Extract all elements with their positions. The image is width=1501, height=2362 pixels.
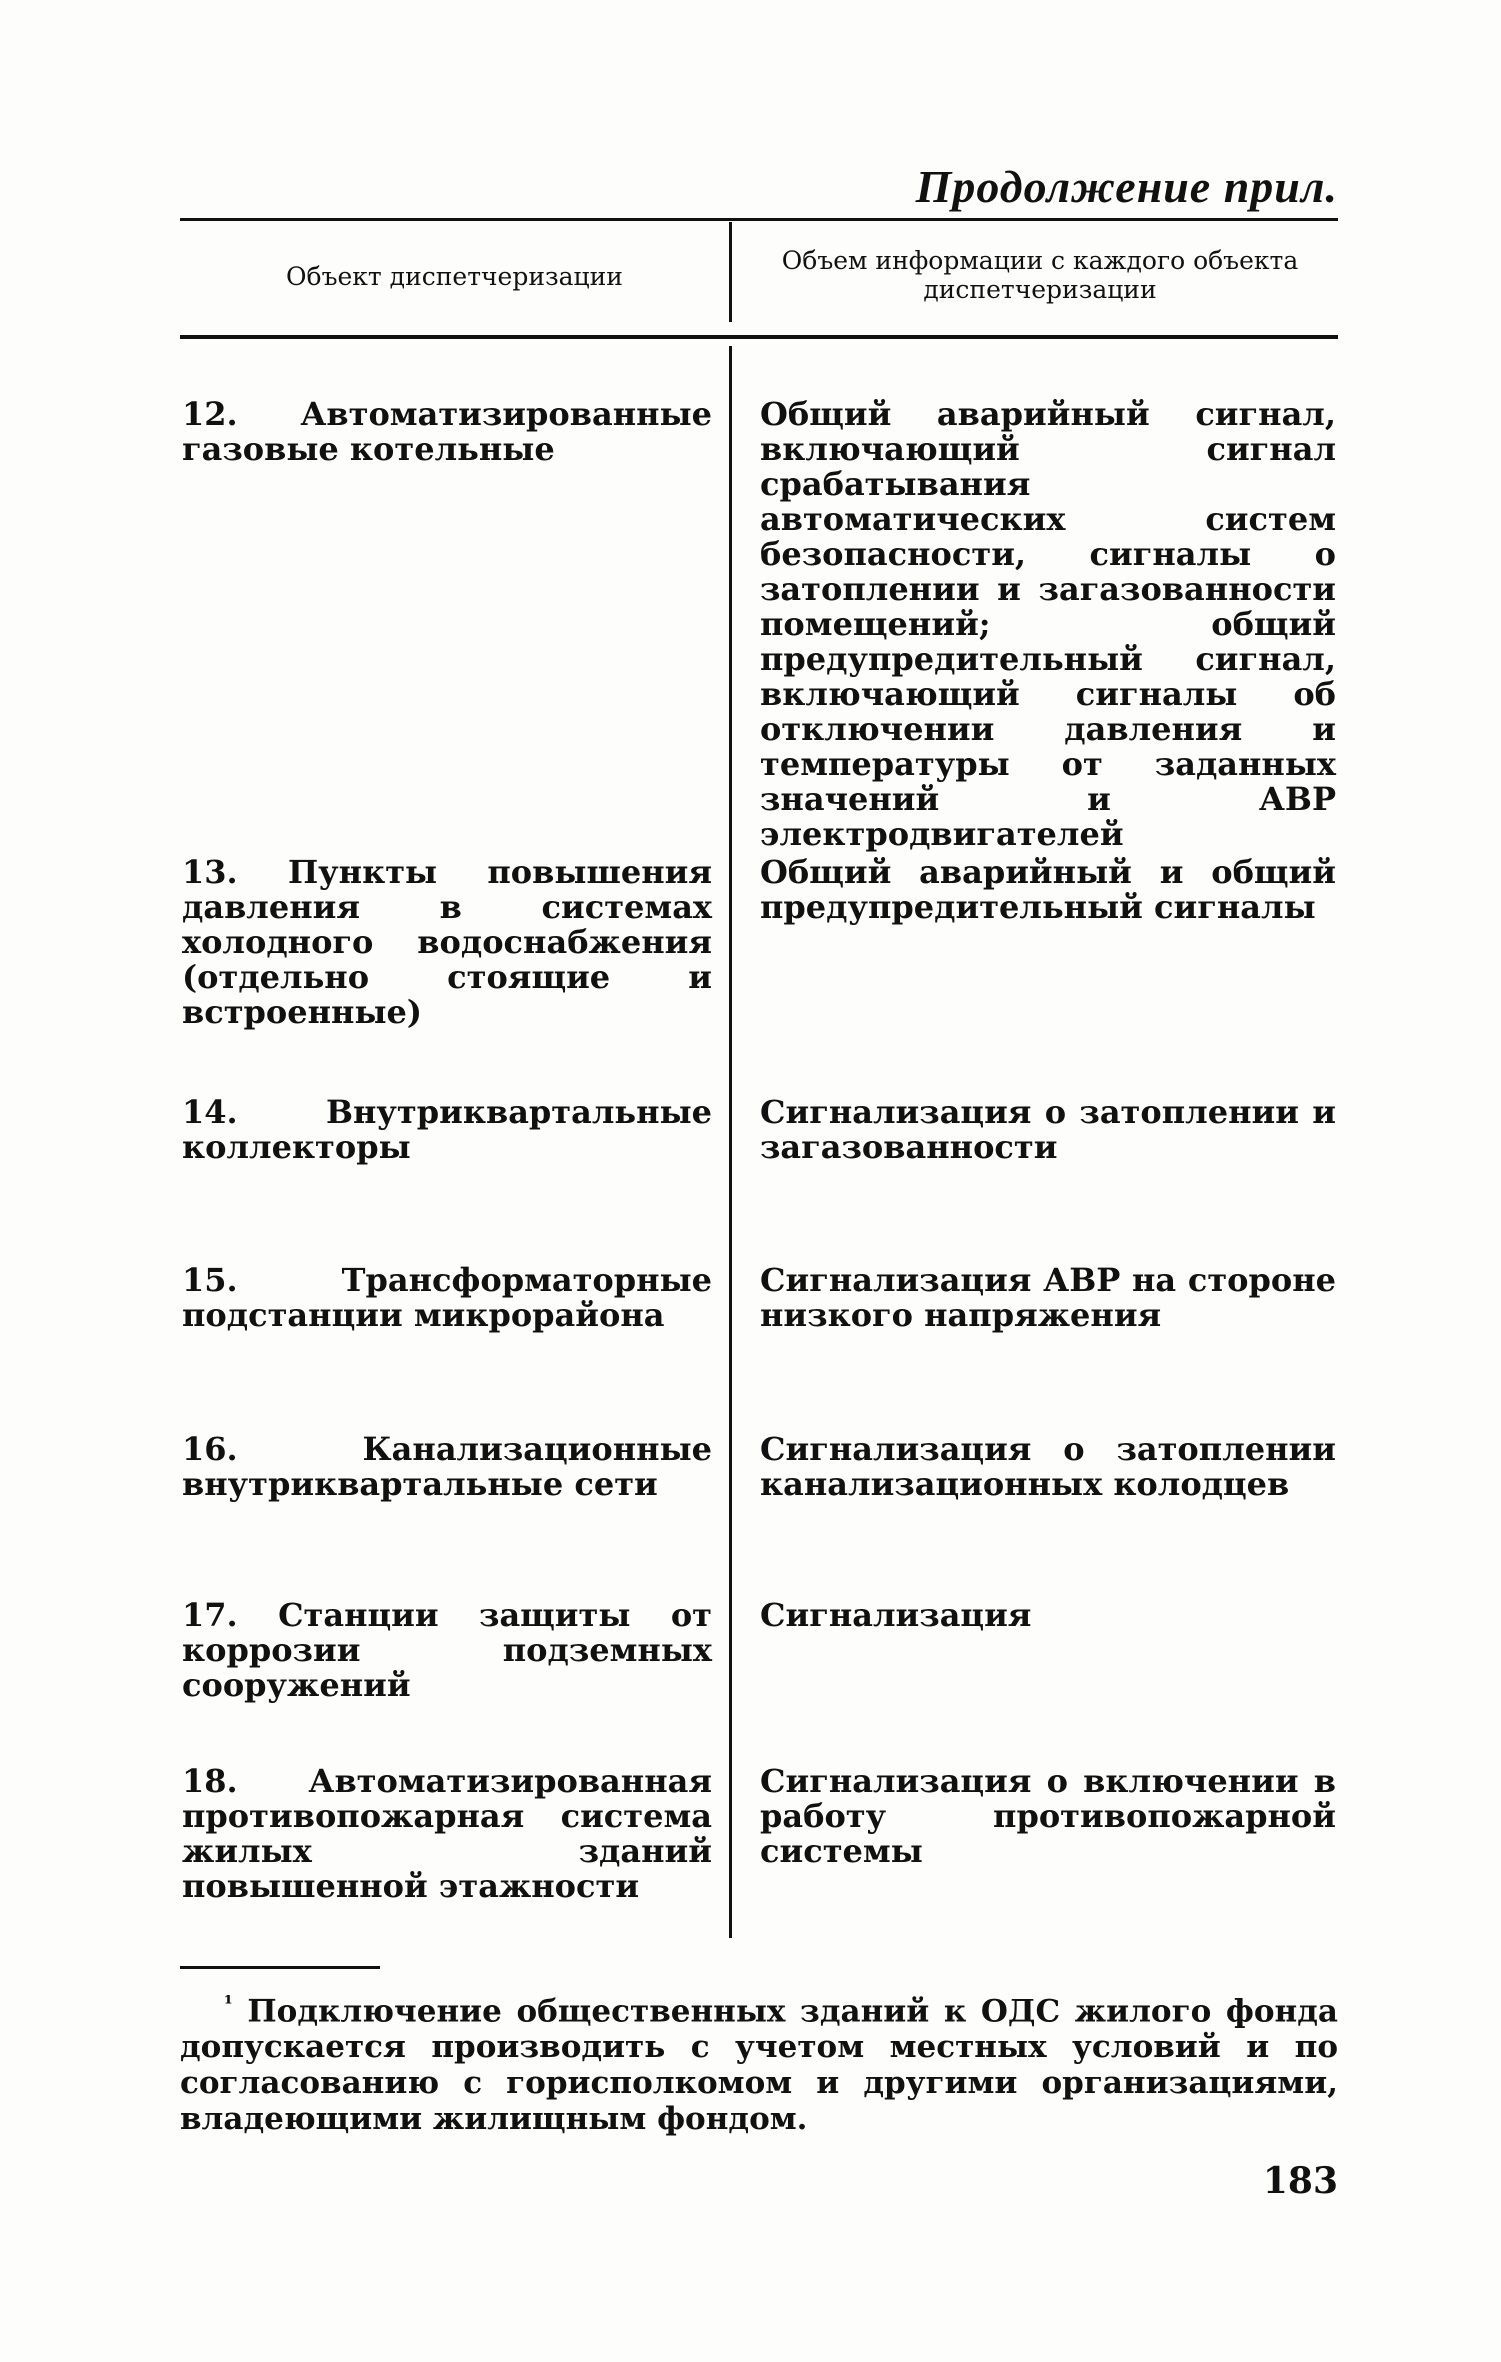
row-16-object: 16. Канализационные внутриквартальные сети bbox=[182, 1430, 712, 1503]
header-column-divider bbox=[729, 222, 732, 322]
row-17-object: 17. Станции защиты от коррозии подземных сооружений bbox=[182, 1596, 712, 1704]
row-15-object: 15. Трансформаторные подстанции микрорайона bbox=[182, 1261, 712, 1334]
row-14-object: 14. Внутриквартальные коллекторы bbox=[182, 1093, 712, 1166]
footnote bbox=[180, 1985, 1338, 2137]
table-top-rule bbox=[180, 218, 1338, 221]
body-column-divider bbox=[729, 346, 732, 1938]
row-15-info: Сигнализация АВР на стороне низкого напряжения bbox=[760, 1261, 1336, 1334]
footnote-marker: ¹ bbox=[224, 1991, 233, 2015]
row-16-info: Сигнализация о затоплении канализационных колодцев bbox=[760, 1430, 1336, 1503]
row-18-object: 18. Автоматизированная противопожарная система жилых зданий повышенной этажности bbox=[182, 1762, 712, 1905]
row-12-info: Общий аварийный сигнал, включающий сигнал срабатывания автоматических систем безопасности, сигналы о затоплении и загазованности помещений; общий предупредительный сигнал, включающий сигналы об отключении давления и температуры от заданных значений и АВР электродвигателей bbox=[760, 395, 1336, 853]
footnote-text: Подключение общественных зданий к ОДС жилого фонда допускается производить с учетом местных условий и по согласованию с горисполкомом и другими организациями, владеющими жилищным фондом. bbox=[180, 1993, 1338, 2138]
footnote-rule bbox=[180, 1966, 380, 1969]
row-13-object: 13. Пункты повышения давления в системах холодного водоснабжения (отдельно стоящие и встроенные) bbox=[182, 853, 712, 1031]
page-number: 183 bbox=[1262, 2160, 1338, 2202]
row-18-info: Сигнализация о включении в работу противопожарной системы bbox=[760, 1762, 1336, 1870]
continuation-label: Продолжение прил. bbox=[915, 161, 1338, 212]
row-14-info: Сигнализация о затоплении и загазованности bbox=[760, 1093, 1336, 1166]
column-header-object: Объект диспетчеризации bbox=[286, 262, 623, 291]
row-13-info: Общий аварийный и общий предупредительный сигналы bbox=[760, 853, 1336, 926]
row-17-info: Сигнализация bbox=[760, 1596, 1032, 1634]
column-header-info: Объем информации с каждого объекта диспетчеризации bbox=[781, 246, 1299, 304]
row-12-object: 12. Автоматизированные газовые котельные bbox=[182, 395, 712, 468]
table-header-rule bbox=[180, 335, 1338, 339]
